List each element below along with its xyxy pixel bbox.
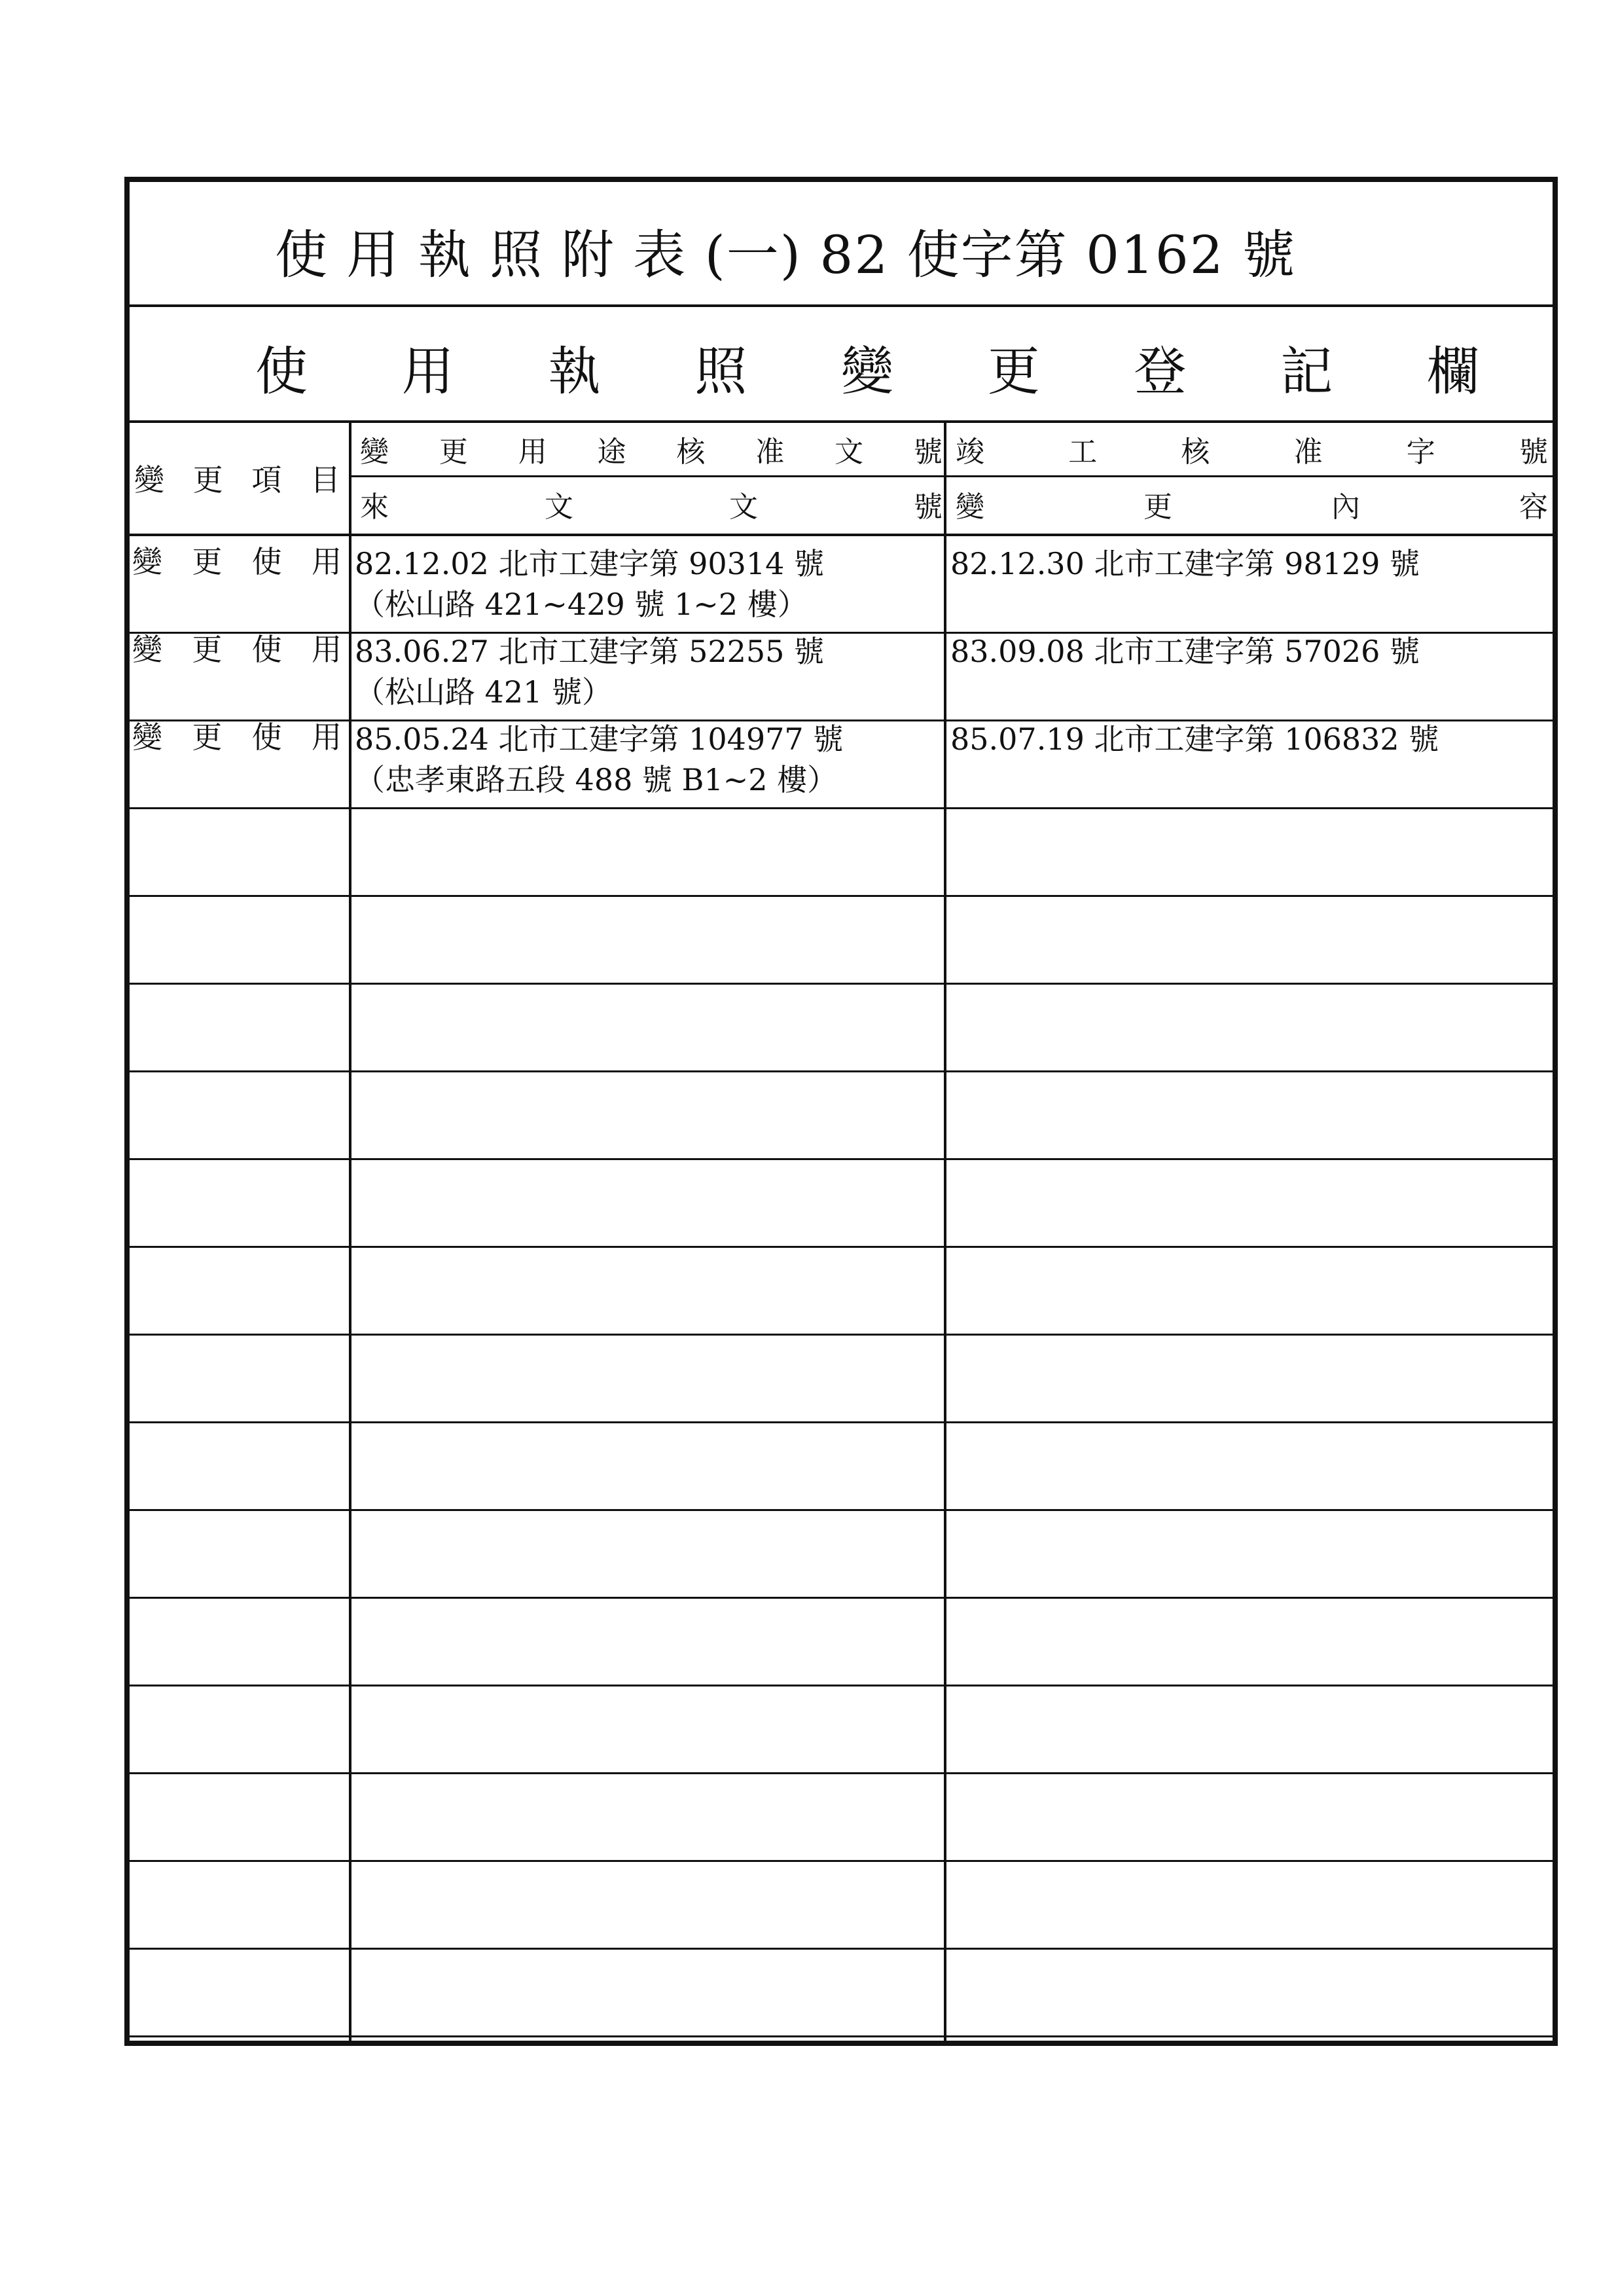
row-change-item-char: 使 [251, 720, 282, 755]
header-change-content-char: 內 [1331, 490, 1360, 524]
header-completion-doc-char: 工 [1068, 435, 1098, 469]
header-change-content-char: 容 [1519, 490, 1548, 524]
header-incoming-doc-char: 文 [729, 490, 758, 524]
header-incoming-doc-char: 來 [360, 490, 389, 524]
header-completion-doc-char: 核 [1181, 435, 1210, 469]
row-change-item [132, 716, 342, 755]
header-incoming-doc-char: 號 [914, 490, 943, 524]
header-approval-doc-char: 用 [518, 435, 547, 469]
section-title-char: 照 [694, 340, 747, 402]
section-title-char: 更 [987, 340, 1040, 402]
row-approval-doc: 85.05.24 北市工建字第 104977 號 [355, 721, 844, 757]
header-completion-doc [956, 423, 1548, 475]
frame-bottom [124, 2041, 1558, 2046]
row-divider [124, 1158, 1558, 1160]
header-bottom-divider [124, 534, 1558, 536]
row-divider [124, 1509, 1558, 1511]
section-title-char: 欄 [1427, 340, 1479, 402]
header-change-item-char: 變 [134, 462, 164, 498]
row-divider [124, 1685, 1558, 1686]
row-approval-doc: 82.12.02 北市工建字第 90314 號 [355, 546, 825, 581]
row-divider [124, 2035, 1558, 2037]
row-change-item-char: 使 [251, 632, 282, 667]
header-approval-doc-char: 更 [439, 435, 468, 469]
row-completion-doc: 82.12.30 北市工建字第 98129 號 [950, 546, 1420, 581]
row-change-item-char: 用 [311, 544, 342, 579]
row-divider [124, 1070, 1558, 1072]
row-change-item-char: 變 [132, 544, 162, 579]
row-approval-doc: 83.06.27 北市工建字第 52255 號 [355, 634, 825, 669]
row-location: （忠孝東路五段 488 號 B1~2 樓） [355, 762, 838, 797]
header-incoming-doc-char: 文 [545, 490, 573, 524]
section-title-char: 執 [548, 340, 601, 402]
row-change-item-char: 變 [132, 632, 162, 667]
col-divider-2 [944, 422, 946, 2042]
row-change-item [132, 540, 342, 579]
header-change-item-char: 項 [251, 462, 282, 498]
row-location: （松山路 421 號） [355, 674, 613, 710]
title-divider [124, 304, 1558, 307]
row-change-item-char: 用 [311, 632, 342, 667]
row-completion-doc: 85.07.19 北市工建字第 106832 號 [950, 721, 1439, 757]
header-mid-divider [351, 475, 1558, 477]
header-change-item-char: 更 [192, 462, 223, 498]
row-divider [124, 1948, 1558, 1950]
header-approval-doc-char: 文 [835, 435, 864, 469]
header-change-item [134, 426, 340, 530]
frame-top [124, 177, 1558, 182]
header-approval-doc-char: 准 [755, 435, 785, 469]
header-approval-doc-char: 核 [676, 435, 706, 469]
row-change-item-char: 使 [251, 544, 282, 579]
frame-left [124, 177, 130, 2046]
section-title-char: 用 [401, 340, 454, 402]
section-title-char: 變 [841, 340, 893, 402]
row-change-item-char: 更 [192, 544, 223, 579]
header-change-content-char: 變 [956, 490, 984, 524]
row-divider [124, 983, 1558, 985]
row-divider [124, 895, 1558, 897]
row-divider [124, 1334, 1558, 1336]
row-divider [124, 1860, 1558, 1862]
header-approval-doc [360, 423, 943, 475]
header-approval-doc-char: 號 [913, 435, 943, 469]
section-title-char: 記 [1280, 340, 1333, 402]
section-title-char: 登 [1134, 340, 1187, 402]
header-change-content [956, 478, 1548, 530]
row-change-item [132, 628, 342, 667]
row-change-item-char: 更 [192, 720, 223, 755]
row-divider [124, 1421, 1558, 1423]
row-divider [124, 807, 1558, 809]
header-completion-doc-char: 准 [1293, 435, 1323, 469]
header-approval-doc-char: 變 [360, 435, 389, 469]
row-change-item-char: 用 [311, 720, 342, 755]
header-completion-doc-char: 號 [1519, 435, 1548, 469]
header-change-item-char: 目 [310, 462, 340, 498]
row-change-item-char: 變 [132, 720, 162, 755]
section-title-char: 使 [255, 340, 308, 402]
header-approval-doc-char: 途 [597, 435, 626, 469]
header-completion-doc-char: 字 [1406, 435, 1435, 469]
header-change-content-char: 更 [1143, 490, 1172, 524]
section-title [255, 314, 1479, 419]
frame-right [1553, 177, 1558, 2046]
registration-form [124, 177, 1558, 2046]
row-divider [124, 1597, 1558, 1599]
col-divider-1 [349, 422, 351, 2042]
row-divider [124, 1246, 1558, 1248]
header-incoming-doc [360, 478, 943, 530]
header-completion-doc-char: 竣 [956, 435, 984, 469]
page-title: 使 用 執 照 附 表 (一) 82 使字第 0162 號 [275, 225, 1297, 285]
row-completion-doc: 83.09.08 北市工建字第 57026 號 [950, 634, 1420, 669]
row-location: （松山路 421~429 號 1~2 樓） [355, 587, 808, 622]
row-change-item-char: 更 [192, 632, 223, 667]
row-divider [124, 1772, 1558, 1774]
